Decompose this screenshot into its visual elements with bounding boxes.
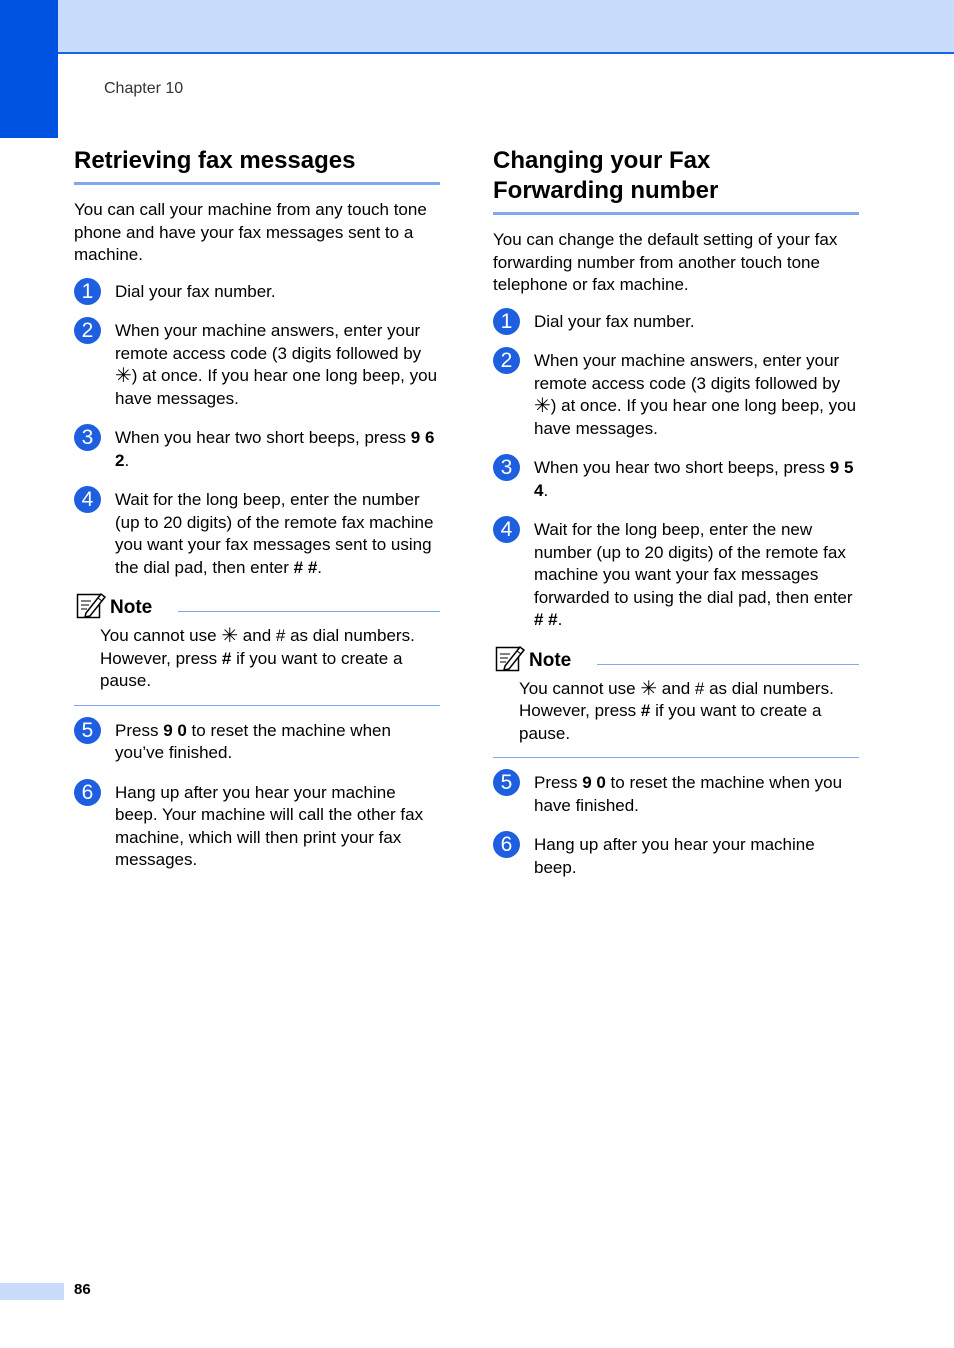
key-code: #: [221, 648, 232, 668]
step-5: 5 Press 9 0 to reset the machine when you have finished.: [493, 772, 859, 817]
step-2: 2 When your machine answers, enter your remote access code (3 digits followed by ✳) at once. If you hear one long beep, you have messages.: [74, 320, 440, 410]
chapter-tab: [0, 0, 58, 138]
step-number-icon: 3: [493, 454, 520, 481]
note-text: You cannot use ✳ and # as dial numbers. However, press # if you want to create a pause.: [100, 625, 415, 690]
step-6: 6 Hang up after you hear your machine beep.: [493, 834, 859, 879]
step-3: 3 When you hear two short beeps, press 9 5 4.: [493, 457, 859, 502]
key-code: 9 6 2: [115, 428, 435, 470]
step-5: 5 Press 9 0 to reset the machine when you’ve finished.: [74, 720, 440, 765]
key-code: # #: [293, 557, 318, 577]
note-text: You cannot use ✳ and # as dial numbers. However, press # if you want to create a pause.: [519, 677, 834, 743]
star-key-icon: ✳: [115, 365, 132, 387]
step-number-icon: 5: [74, 717, 101, 744]
right-column: [493, 146, 859, 896]
note-title: Note: [110, 597, 153, 618]
note-pencil-icon: [76, 591, 106, 619]
key-code: 9 0: [163, 720, 187, 740]
steps-list: [493, 311, 859, 632]
section-intro: You can change the default setting of your fax forwarding number from another touch tone telephone or fax machine.: [493, 230, 838, 294]
step-3: 3 When you hear two short beeps, press 9 6 2.: [74, 427, 440, 472]
step-1: 1 Dial your fax number.: [493, 311, 859, 334]
step-4: 4 Wait for the long beep, enter the number (up to 20 digits) of the remote fax machine you want your fax messages sent to using the dial pad, then enter # #.: [74, 489, 440, 579]
section-title-retrieving: Retrieving fax messages: [74, 146, 440, 185]
step-number-icon: 3: [74, 424, 101, 451]
page-number: 86: [74, 1281, 91, 1298]
note-rule: [597, 664, 859, 665]
step-number-icon: 2: [493, 347, 520, 374]
step-number-icon: 1: [74, 278, 101, 305]
step-number-icon: 6: [74, 779, 101, 806]
key-code: # #: [534, 610, 558, 629]
step-6: 6 Hang up after you hear your machine beep. Your machine will call the other fax machine, which will then print your fax messages.: [74, 782, 440, 872]
step-2: 2 When your machine answers, enter your remote access code (3 digits followed by ✳) at once. If you hear one long beep, you have messages.: [493, 350, 859, 440]
step-number-icon: 4: [493, 516, 520, 543]
key-code: #: [640, 701, 651, 720]
left-column: [74, 146, 440, 889]
steps-list-continued: [493, 772, 859, 879]
step-number-icon: 6: [493, 831, 520, 858]
note-title: Note: [529, 649, 572, 671]
step-1: 1 Dial your fax number.: [74, 281, 440, 304]
note-box: [493, 644, 859, 759]
note-box: [74, 591, 440, 706]
star-key-icon: ✳: [640, 677, 658, 700]
step-number-icon: 4: [74, 486, 101, 513]
step-4: 4 Wait for the long beep, enter the new number (up to 20 digits) of the remote fax machine you want your fax messages forwarded to using the dial pad, then enter # #.: [493, 519, 859, 632]
step-number-icon: 1: [493, 308, 520, 335]
key-code: 9 5 4: [534, 458, 854, 500]
star-key-icon: ✳: [534, 395, 551, 417]
section-title-forwarding: Changing your Fax Forwarding number: [493, 146, 859, 215]
key-code: 9 0: [582, 773, 606, 792]
step-number-icon: 5: [493, 769, 520, 796]
header-band: [0, 0, 954, 54]
steps-list: [74, 281, 440, 580]
step-number-icon: 2: [74, 317, 101, 344]
section-intro: You can call your machine from any touch tone phone and have your fax messages sent to a machine.: [74, 200, 427, 264]
chapter-label: Chapter 10: [104, 80, 184, 97]
star-key-icon: ✳: [221, 625, 239, 647]
note-rule: [178, 611, 440, 612]
steps-list-continued: [74, 720, 440, 872]
footer-band: [0, 1283, 64, 1300]
note-pencil-icon: [495, 644, 525, 672]
